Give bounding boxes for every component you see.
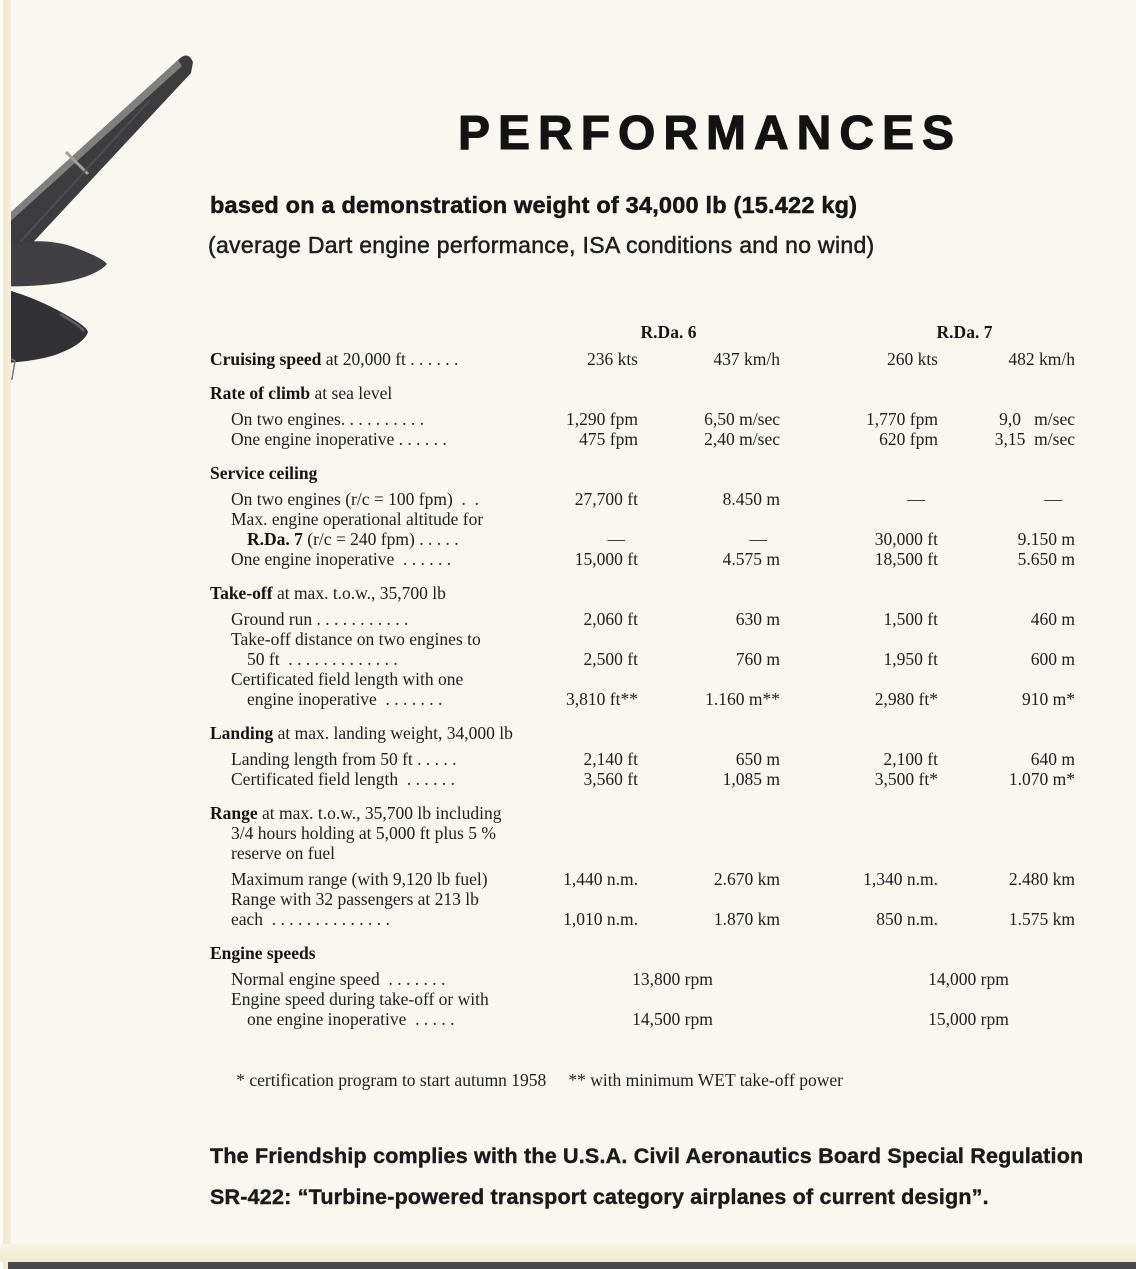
value-rda7-metric: 482 km/h bbox=[1008, 349, 1075, 369]
value-rda6-metric: 760 m bbox=[735, 649, 780, 669]
table-row bbox=[210, 529, 1090, 549]
row-label-text: One engine inoperative . . . . . . bbox=[231, 549, 452, 569]
row-label-text: (r/c = 240 fpm) . . . . . bbox=[302, 529, 459, 549]
footnotes bbox=[210, 1049, 1090, 1112]
page-title: PERFORMANCES bbox=[458, 107, 963, 160]
row-label bbox=[210, 429, 545, 449]
value-rda6-metric: 6,50 m/sec bbox=[704, 409, 780, 429]
table-section-row bbox=[210, 383, 1090, 403]
row-label bbox=[210, 549, 545, 569]
value-rda6-rpm: 14,500 rpm bbox=[632, 1009, 713, 1029]
value-rda7-metric: 1.070 m* bbox=[1008, 769, 1075, 789]
value-rda7-metric: 1.575 km bbox=[1008, 909, 1075, 929]
value-rda6-metric: 2,40 m/sec bbox=[704, 429, 780, 449]
table-row bbox=[210, 869, 1090, 889]
row-label-bold: Take-off bbox=[210, 583, 273, 603]
value-rda6-imperial: 3,810 ft** bbox=[566, 689, 638, 709]
row-label-text: each . . . . . . . . . . . . . . bbox=[231, 909, 390, 929]
value-rda7-metric: 3,15 m/sec bbox=[994, 429, 1075, 449]
row-label-text: engine inoperative . . . . . . . bbox=[247, 689, 443, 709]
table-row bbox=[210, 843, 1090, 863]
row-label-bold: Rate of climb bbox=[210, 383, 311, 403]
row-label-text: 3/4 hours holding at 5,000 ft plus 5 % bbox=[231, 823, 496, 843]
row-label-text: reserve on fuel bbox=[231, 843, 335, 863]
row-label-text: On two engines (r/c = 100 fpm) . . bbox=[231, 489, 480, 509]
table-row bbox=[210, 509, 1090, 529]
row-label-text: at max. landing weight, 34,000 lb bbox=[273, 723, 513, 743]
value-rda6-imperial: 27,700 ft bbox=[574, 489, 638, 509]
table-row bbox=[210, 889, 1090, 909]
row-label-text: one engine inoperative . . . . . bbox=[247, 1009, 455, 1029]
row-label-text: Take-off distance on two engines to bbox=[231, 629, 481, 649]
row-label-text: 50 ft . . . . . . . . . . . . . bbox=[247, 649, 398, 669]
row-label bbox=[210, 769, 545, 789]
row-label bbox=[210, 689, 545, 709]
value-rda6-imperial: — bbox=[607, 529, 638, 549]
value-rda6-imperial: 1,010 n.m. bbox=[563, 909, 638, 929]
value-rda6-metric: 1,085 m bbox=[722, 769, 780, 789]
row-label-bold: R.Da. 7 bbox=[247, 529, 303, 549]
value-rda6-imperial: 3,560 ft bbox=[583, 769, 638, 789]
row-label-text: On two engines. . . . . . . . . . bbox=[231, 409, 424, 429]
row-label-text: at max. t.o.w., 35,700 lb including bbox=[257, 803, 502, 823]
row-label-text: Certificated field length with one bbox=[231, 669, 464, 689]
value-rda6-metric: — bbox=[749, 529, 780, 549]
value-rda7-rpm: 14,000 rpm bbox=[928, 969, 1009, 989]
table-row bbox=[210, 649, 1090, 669]
row-label-text: Engine speed during take-off or with bbox=[231, 989, 489, 1009]
row-label bbox=[210, 463, 545, 483]
row-label bbox=[210, 609, 545, 629]
row-label bbox=[210, 489, 545, 509]
table-row bbox=[210, 669, 1090, 689]
row-label-text: Range with 32 passengers at 213 lb bbox=[231, 889, 479, 909]
row-label bbox=[210, 383, 545, 403]
row-label-text: Max. engine operational altitude for bbox=[231, 509, 484, 529]
row-label-text: Landing length from 50 ft . . . . . bbox=[231, 749, 457, 769]
row-label-bold: Service ceiling bbox=[210, 463, 318, 483]
value-rda6-imperial: 2,140 ft bbox=[583, 749, 638, 769]
value-rda6-imperial: 2,060 ft bbox=[583, 609, 638, 629]
value-rda6-imperial: 1,290 fpm bbox=[566, 409, 638, 429]
table-row bbox=[210, 749, 1090, 769]
table-row bbox=[210, 969, 1090, 989]
column-group-rda7: R.Da. 7 bbox=[936, 322, 993, 342]
value-rda7-imperial: — bbox=[907, 489, 938, 509]
footnote-double-asterisk: ** with minimum WET take-off power bbox=[568, 1070, 843, 1090]
row-label-bold: Range bbox=[210, 803, 258, 823]
row-label-text: at 20,000 ft . . . . . . bbox=[321, 349, 459, 369]
row-label bbox=[210, 749, 545, 769]
table-section-row bbox=[210, 583, 1090, 603]
row-label bbox=[210, 1009, 545, 1029]
table-row bbox=[210, 349, 1090, 369]
row-label-text: Ground run . . . . . . . . . . . bbox=[231, 609, 409, 629]
value-rda6-rpm: 13,800 rpm bbox=[632, 969, 713, 989]
row-label bbox=[210, 989, 545, 1009]
value-rda7-imperial: 260 kts bbox=[886, 349, 938, 369]
performance-table bbox=[210, 322, 1090, 1112]
row-label bbox=[210, 843, 545, 863]
value-rda7-imperial: 18,500 ft bbox=[874, 549, 938, 569]
table-row bbox=[210, 609, 1090, 629]
value-rda6-metric: 650 m bbox=[735, 749, 780, 769]
row-label bbox=[210, 869, 545, 889]
table-section-row bbox=[210, 943, 1090, 963]
table-header-row bbox=[210, 322, 1090, 342]
page-edge-left-cream bbox=[3, 0, 11, 1269]
value-rda7-metric: 2.480 km bbox=[1008, 869, 1075, 889]
compliance-line-2: SR-422: “Turbine-powered transport category airplanes of current design”. bbox=[210, 1185, 989, 1209]
row-label bbox=[210, 583, 545, 603]
value-rda7-imperial: 1,500 ft bbox=[883, 609, 938, 629]
table-row bbox=[210, 989, 1090, 1009]
subtitle-conditions: (average Dart engine performance, ISA conditions and no wind) bbox=[208, 232, 875, 258]
value-rda6-imperial: 1,440 n.m. bbox=[563, 869, 638, 889]
value-rda7-metric: 910 m* bbox=[1022, 689, 1075, 709]
value-rda6-metric: 437 km/h bbox=[713, 349, 780, 369]
value-rda6-metric: 1.870 km bbox=[713, 909, 780, 929]
table-row bbox=[210, 689, 1090, 709]
value-rda6-imperial: 15,000 ft bbox=[574, 549, 638, 569]
value-rda7-imperial: 620 fpm bbox=[879, 429, 938, 449]
value-rda7-imperial: 1,770 fpm bbox=[866, 409, 938, 429]
table-row bbox=[210, 549, 1090, 569]
table-row bbox=[210, 489, 1090, 509]
footnote-single-asterisk: * certification program to start autumn 1958 bbox=[236, 1070, 547, 1090]
value-rda7-metric: 5.650 m bbox=[1017, 549, 1075, 569]
compliance-line-1: The Friendship complies with the U.S.A. Civil Aeronautics Board Special Regulation bbox=[210, 1144, 1084, 1168]
row-label-bold: Cruising speed bbox=[210, 349, 322, 369]
column-group-rda6: R.Da. 6 bbox=[640, 322, 697, 342]
row-label bbox=[210, 529, 545, 549]
row-label bbox=[210, 823, 545, 843]
row-label bbox=[210, 969, 545, 989]
page-edge-bottom-bar bbox=[8, 1262, 1136, 1269]
value-rda6-imperial: 2,500 ft bbox=[583, 649, 638, 669]
row-label bbox=[210, 889, 545, 909]
row-label-text: at sea level bbox=[310, 383, 393, 403]
value-rda7-imperial: 1,950 ft bbox=[883, 649, 938, 669]
value-rda7-imperial: 30,000 ft bbox=[874, 529, 938, 549]
table-row bbox=[210, 1009, 1090, 1029]
page-edge-bottom-cream bbox=[0, 1244, 1136, 1262]
value-rda7-metric: 640 m bbox=[1030, 749, 1075, 769]
subtitle-weight: based on a demonstration weight of 34,000 lb (15.422 kg) bbox=[210, 192, 858, 218]
value-rda6-imperial: 236 kts bbox=[586, 349, 638, 369]
row-label-text: Maximum range (with 9,120 lb fuel) bbox=[231, 869, 488, 889]
row-label bbox=[210, 509, 545, 529]
table-row bbox=[210, 823, 1090, 843]
table-section-row bbox=[210, 803, 1090, 823]
value-rda6-metric: 2.670 km bbox=[713, 869, 780, 889]
row-label bbox=[210, 629, 545, 649]
value-rda7-metric: 600 m bbox=[1030, 649, 1075, 669]
row-label-bold: Landing bbox=[210, 723, 274, 743]
table-section-row bbox=[210, 723, 1090, 743]
value-rda7-metric: — bbox=[1044, 489, 1075, 509]
value-rda7-imperial: 2,100 ft bbox=[883, 749, 938, 769]
value-rda7-metric: 9,0 m/sec bbox=[999, 409, 1075, 429]
value-rda6-metric: 8.450 m bbox=[722, 489, 780, 509]
value-rda6-metric: 1.160 m** bbox=[705, 689, 780, 709]
compliance-statement bbox=[210, 1136, 1110, 1218]
row-label bbox=[210, 723, 545, 743]
value-rda6-metric: 4.575 m bbox=[722, 549, 780, 569]
row-label bbox=[210, 409, 545, 429]
row-label bbox=[210, 349, 545, 369]
row-label-text: at max. t.o.w., 35,700 lb bbox=[272, 583, 446, 603]
row-label-bold: Engine speeds bbox=[210, 943, 316, 963]
table-row bbox=[210, 629, 1090, 649]
row-label bbox=[210, 649, 545, 669]
value-rda7-metric: 9.150 m bbox=[1017, 529, 1075, 549]
value-rda6-metric: 630 m bbox=[735, 609, 780, 629]
row-label bbox=[210, 943, 545, 963]
aircraft-photo-fragment bbox=[0, 52, 202, 382]
value-rda7-imperial: 850 n.m. bbox=[876, 909, 938, 929]
table-row bbox=[210, 769, 1090, 789]
row-label bbox=[210, 669, 545, 689]
row-label bbox=[210, 909, 545, 929]
value-rda7-metric: 460 m bbox=[1030, 609, 1075, 629]
row-label-text: Normal engine speed . . . . . . . bbox=[231, 969, 446, 989]
table-section-row bbox=[210, 463, 1090, 483]
table-body bbox=[210, 349, 1090, 1029]
value-rda7-imperial: 3,500 ft* bbox=[874, 769, 938, 789]
value-rda7-imperial: 2,980 ft* bbox=[874, 689, 938, 709]
row-label-text: Certificated field length . . . . . . bbox=[231, 769, 456, 789]
table-row bbox=[210, 409, 1090, 429]
table-row bbox=[210, 909, 1090, 929]
value-rda7-rpm: 15,000 rpm bbox=[928, 1009, 1009, 1029]
value-rda6-imperial: 475 fpm bbox=[579, 429, 638, 449]
table-row bbox=[210, 429, 1090, 449]
row-label-text: One engine inoperative . . . . . . bbox=[231, 429, 447, 449]
row-label bbox=[210, 803, 545, 823]
value-rda7-imperial: 1,340 n.m. bbox=[863, 869, 938, 889]
